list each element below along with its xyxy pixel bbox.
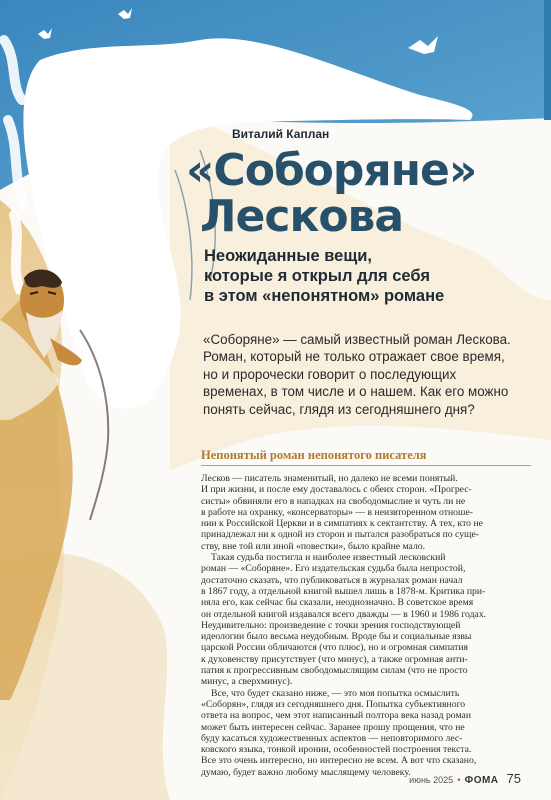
article-line: систы» обвиняли его в нападках на свободомыслие и чуть ли не — [201, 495, 466, 507]
article-line: ству, вне той или иной «повестки», было крайне мало. — [201, 540, 426, 552]
article-line: И при жизни, и после ему доставалось с обеих сторон. «Прогрес- — [201, 484, 472, 496]
article-line: к духовенству присутствует (что минус), а также огромная анти- — [201, 653, 468, 665]
section-divider — [201, 465, 531, 466]
title-line: «Соборяне» — [186, 145, 477, 196]
article-line: в 1867 году, а отдельной книгой вышел лишь в 1878-м. Критика при- — [201, 585, 486, 597]
article-body — [201, 473, 533, 778]
subtitle-line: Неожиданные вещи, — [204, 247, 372, 265]
lead-line: но и пророчески говорит о последующих — [203, 366, 457, 382]
author-name: Виталий Каплан — [232, 127, 330, 141]
article-line: принадлежал ни к одной из сторон и пытался разобраться по суще- — [201, 529, 480, 541]
section-heading: Непонятый роман непонятого писателя — [201, 448, 427, 462]
article-line: няла его, как сейчас бы сказали, неоднозначно. В советское время — [201, 597, 474, 609]
article-line: он отдельной книгой издавался всего дважды — в 1960 и 1986 годах. — [201, 608, 487, 620]
article-line: минус, а сверхминус). — [201, 676, 293, 688]
issue-date: июнь 2025 — [409, 775, 454, 785]
lead-line: «Соборяне» — самый известный роман Лескова. — [203, 332, 511, 347]
article-line: роман — «Соборяне». Его издательская судьба была непростой, — [201, 563, 466, 575]
lead-line: временах, в том числе и о нашем. Как его можно — [203, 384, 509, 400]
article-line: идеологии было весьма неудобным. Вроде бы и социальные язвы — [201, 631, 472, 643]
lead-paragraph — [203, 331, 533, 418]
lead-line: Роман, который не только отражает свое время, — [203, 349, 505, 365]
article-line: нии к Российской Церкви и в симпатиях к сектантству. А тех, кто не — [201, 518, 483, 530]
article-line: Такая судьба постигла и наиболее известный лесковский — [211, 552, 446, 564]
article-title — [186, 145, 477, 242]
article-line: может быть интересен сейчас. Заранее прошу прощения, что не — [201, 721, 465, 733]
magazine-name: ФОМА — [464, 775, 499, 786]
article-line: достаточно сказать, что публиковаться в журналах роман начал — [201, 574, 463, 586]
page-number: 75 — [506, 771, 521, 786]
article-line: Все, что будет сказано ниже, — это моя попытка осмыслить — [211, 687, 460, 699]
article-line: Лесков — писатель знаменитый, но далеко не всеми понятый. — [201, 473, 458, 484]
page-footer — [409, 771, 521, 786]
article-line: ответа на вопрос, чем этот написанный полтора века назад роман — [201, 710, 472, 722]
article-line: царской России обличаются (что плюс), но и огромная симпатия — [201, 642, 468, 654]
article-line: в работе на охранку, «консерваторы» — в неизвторенном отноше- — [201, 506, 473, 518]
title-line: Лескова — [200, 191, 404, 242]
subtitle-line: в этом «непонятном» романе — [204, 287, 445, 305]
article-line: думаю, будет важно любому мыслящему человеку. — [201, 766, 411, 778]
article-line: ковского языка, тонкой иронии, особенностей построения текста. — [201, 744, 472, 756]
article-line: буду касаться художественных аспектов — неповторимого лес- — [201, 732, 463, 744]
article-subtitle — [204, 246, 534, 306]
article-line: «Соборян», глядя из сегодняшнего дня. Попытка субъективного — [201, 698, 466, 710]
lead-line: понять сейчас, глядя из сегодняшнего дня? — [203, 401, 475, 417]
article-line: Все это очень интересно, но интересно не всем. А вот что сказано, — [201, 755, 477, 767]
footer-bullet: • — [457, 775, 461, 786]
article-line: патия к прогрессивным свободомыслящим силам (что не просто — [201, 665, 468, 677]
subtitle-line: которые я открыл для себя — [204, 267, 430, 285]
article-line: Неудивительно: произведение с точки зрения господствующей — [201, 619, 461, 631]
